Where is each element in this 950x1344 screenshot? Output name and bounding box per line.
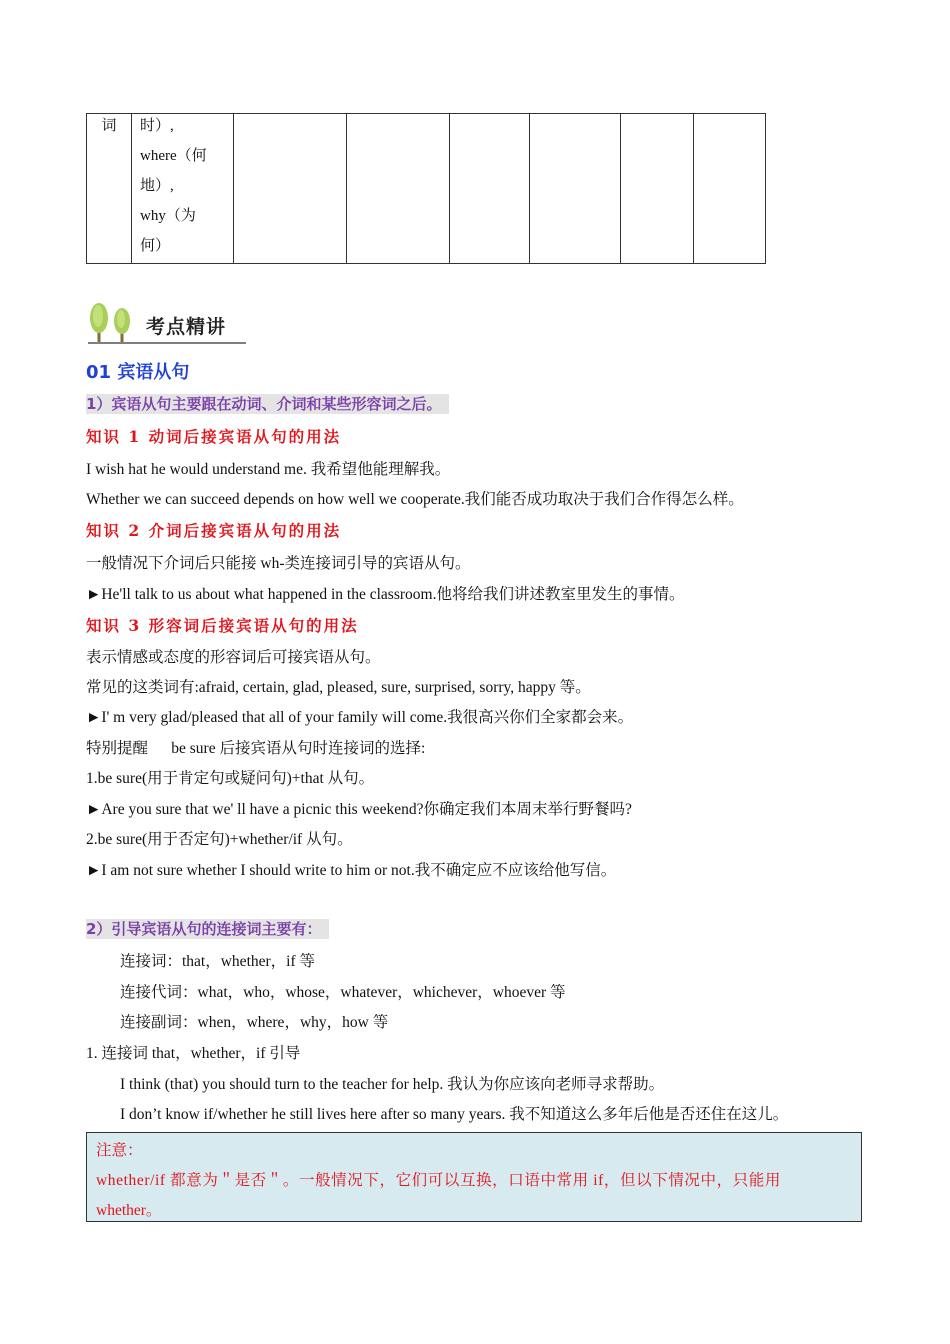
note-box [86,1132,862,1222]
point-heading-2: 2）引导宾语从句的连接词主要有： [86,918,329,939]
text-line: ►He'll talk to us about what happened in the classroom.他将给我们讲述教室里发生的事情。 [86,586,685,603]
text-line: 连接代词：what，who，whose，whatever，whichever，whoever 等 [120,984,566,1001]
text-line: 1.be sure(用于肯定句或疑问句)+that 从句。 [86,770,375,787]
text-line: 连接副词：when，where，why，how 等 [120,1014,389,1031]
text-line: 1. 连接词 that，whether，if 引导 [86,1045,301,1062]
text-line: 常见的这类词有:afraid, certain, glad, pleased, sure, surprised, sorry, happy 等。 [86,679,591,696]
table-cell [347,114,450,264]
text-line: 连接词：that，whether，if 等 [120,953,316,970]
note-text: whether/if 都意为＂是否＂。一般情况下，它们可以互换，口语中常用 if，但以下情况中，只能用 [96,1172,782,1189]
table-cell [450,114,530,264]
point-heading-1: 1）宾语从句主要跟在动词、介词和某些形容词之后。 [86,393,449,414]
text-line: ►I' m very glad/pleased that all of your family will come.我很高兴你们全家都会来。 [86,709,634,726]
text-line: 表示情感或态度的形容词后可接宾语从句。 [86,649,381,666]
knowledge-heading-3: 知识 3 形容词后接宾语从句的用法 [86,616,359,635]
table-cell [234,114,347,264]
table-cell [530,114,621,264]
example-line: I think (that) you should turn to the teacher for help. 我认为你应该向老师寻求帮助。 [120,1076,665,1093]
knowledge-heading-1: 知识 1 动词后接宾语从句的用法 [86,427,342,446]
text-line: 2.be sure(用于否定句)+whether/if 从句。 [86,831,353,848]
continuation-table [86,113,766,264]
text-line: Whether we can succeed depends on how well we cooperate.我们能否成功取决于我们合作得怎么样。 [86,491,744,508]
cell-text: 时）, where（何 地）, why（为 何） [140,118,207,254]
table-row [87,114,766,264]
text-line: 一般情况下介词后只能接 wh-类连接词引导的宾语从句。 [86,555,471,572]
table-cell [132,114,234,264]
table-cell [87,114,132,264]
section-banner-title: 考点精讲 [146,316,227,338]
example-line: I don’t know if/whether he still lives here after so many years. 我不知道这么多年后他是否还住在这儿。 [120,1106,789,1123]
text-line: I wish hat he would understand me. 我希望他能理解我。 [86,461,451,478]
text-line: 特别提醒 be sure 后接宾语从句时连接词的选择: [86,740,426,757]
table-cell [621,114,694,264]
text-line: ►I am not sure whether I should write to him or not.我不确定应不应该给他写信。 [86,862,617,879]
cell-text: 词 [101,118,117,134]
section-title: 01 宾语从句 [86,362,190,383]
text-line: ►Are you sure that we' ll have a picnic this weekend?你确定我们本周末举行野餐吗? [86,801,632,818]
note-title: 注意： [96,1142,143,1159]
table-cell [694,114,766,264]
knowledge-heading-2: 知识 2 介词后接宾语从句的用法 [86,521,342,540]
note-text: whether。 [96,1202,162,1219]
